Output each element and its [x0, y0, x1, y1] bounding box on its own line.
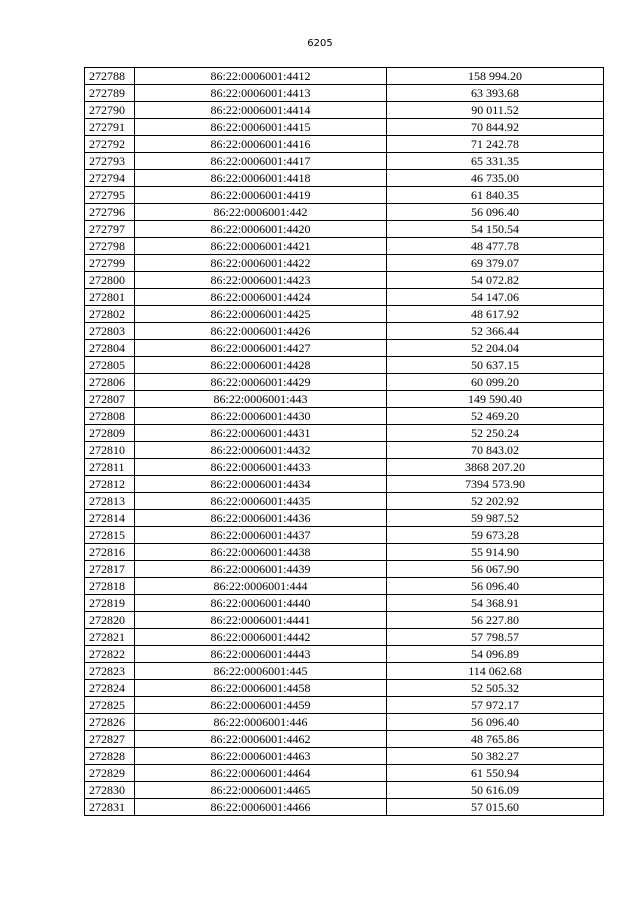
cadastral-number-cell: 86:22:0006001:4458 [135, 680, 387, 697]
cadastral-number-cell: 86:22:0006001:4431 [135, 425, 387, 442]
cadastral-number-cell: 86:22:0006001:4435 [135, 493, 387, 510]
value-cell: 57 972.17 [387, 697, 604, 714]
row-number-cell: 272803 [85, 323, 135, 340]
table-row [85, 459, 604, 476]
value-cell: 114 062.68 [387, 663, 604, 680]
cadastral-number-cell: 86:22:0006001:4419 [135, 187, 387, 204]
table-row [85, 374, 604, 391]
row-number-cell: 272801 [85, 289, 135, 306]
value-cell: 54 072.82 [387, 272, 604, 289]
row-number-cell: 272791 [85, 119, 135, 136]
table-row [85, 238, 604, 255]
table-row [85, 85, 604, 102]
row-number-cell: 272812 [85, 476, 135, 493]
row-number-cell: 272807 [85, 391, 135, 408]
value-cell: 3868 207.20 [387, 459, 604, 476]
row-number-cell: 272816 [85, 544, 135, 561]
cadastral-number-cell: 86:22:0006001:4441 [135, 612, 387, 629]
row-number-cell: 272804 [85, 340, 135, 357]
cadastral-number-cell: 86:22:0006001:4416 [135, 136, 387, 153]
value-cell: 46 735.00 [387, 170, 604, 187]
cadastral-number-cell: 86:22:0006001:4426 [135, 323, 387, 340]
table-row [85, 102, 604, 119]
value-cell: 57 015.60 [387, 799, 604, 816]
row-number-cell: 272800 [85, 272, 135, 289]
table-row [85, 221, 604, 238]
cadastral-number-cell: 86:22:0006001:4413 [135, 85, 387, 102]
table-row [85, 765, 604, 782]
value-cell: 48 765.86 [387, 731, 604, 748]
cadastral-number-cell: 86:22:0006001:4415 [135, 119, 387, 136]
row-number-cell: 272828 [85, 748, 135, 765]
row-number-cell: 272825 [85, 697, 135, 714]
table-row [85, 646, 604, 663]
value-cell: 48 477.78 [387, 238, 604, 255]
value-cell: 54 147.06 [387, 289, 604, 306]
cadastral-number-cell: 86:22:0006001:4423 [135, 272, 387, 289]
row-number-cell: 272821 [85, 629, 135, 646]
value-cell: 52 505.32 [387, 680, 604, 697]
table-row [85, 272, 604, 289]
row-number-cell: 272788 [85, 68, 135, 85]
cadastral-number-cell: 86:22:0006001:4417 [135, 153, 387, 170]
value-cell: 55 914.90 [387, 544, 604, 561]
table-row [85, 136, 604, 153]
value-cell: 54 150.54 [387, 221, 604, 238]
cadastral-number-cell: 86:22:0006001:4420 [135, 221, 387, 238]
cadastral-number-cell: 86:22:0006001:445 [135, 663, 387, 680]
cadastral-number-cell: 86:22:0006001:4443 [135, 646, 387, 663]
table-row [85, 527, 604, 544]
table-row [85, 799, 604, 816]
row-number-cell: 272822 [85, 646, 135, 663]
table-row [85, 255, 604, 272]
value-cell: 54 096.89 [387, 646, 604, 663]
cadastral-number-cell: 86:22:0006001:4418 [135, 170, 387, 187]
value-cell: 56 096.40 [387, 578, 604, 595]
cadastral-number-cell: 86:22:0006001:4428 [135, 357, 387, 374]
value-cell: 50 382.27 [387, 748, 604, 765]
value-cell: 54 368.91 [387, 595, 604, 612]
value-cell: 70 843.02 [387, 442, 604, 459]
value-cell: 52 469.20 [387, 408, 604, 425]
row-number-cell: 272806 [85, 374, 135, 391]
row-number-cell: 272817 [85, 561, 135, 578]
row-number-cell: 272795 [85, 187, 135, 204]
cadastral-number-cell: 86:22:0006001:4425 [135, 306, 387, 323]
page-number: 6205 [307, 38, 333, 49]
row-number-cell: 272809 [85, 425, 135, 442]
table-row [85, 408, 604, 425]
cadastral-number-cell: 86:22:0006001:4462 [135, 731, 387, 748]
cadastral-number-cell: 86:22:0006001:4464 [135, 765, 387, 782]
value-cell: 50 637.15 [387, 357, 604, 374]
row-number-cell: 272796 [85, 204, 135, 221]
table-row [85, 663, 604, 680]
table-row [85, 476, 604, 493]
value-cell: 158 994.20 [387, 68, 604, 85]
cadastral-number-cell: 86:22:0006001:4412 [135, 68, 387, 85]
table-row [85, 612, 604, 629]
cadastral-number-cell: 86:22:0006001:446 [135, 714, 387, 731]
value-cell: 52 250.24 [387, 425, 604, 442]
cadastral-number-cell: 86:22:0006001:4433 [135, 459, 387, 476]
value-cell: 149 590.40 [387, 391, 604, 408]
value-cell: 61 840.35 [387, 187, 604, 204]
row-number-cell: 272830 [85, 782, 135, 799]
row-number-cell: 272805 [85, 357, 135, 374]
value-cell: 60 099.20 [387, 374, 604, 391]
table-row [85, 340, 604, 357]
row-number-cell: 272824 [85, 680, 135, 697]
table-row [85, 782, 604, 799]
row-number-cell: 272789 [85, 85, 135, 102]
value-cell: 61 550.94 [387, 765, 604, 782]
table-row [85, 425, 604, 442]
row-number-cell: 272815 [85, 527, 135, 544]
value-cell: 56 067.90 [387, 561, 604, 578]
value-cell: 70 844.92 [387, 119, 604, 136]
cadastral-number-cell: 86:22:0006001:442 [135, 204, 387, 221]
value-cell: 56 096.40 [387, 204, 604, 221]
cadastral-number-cell: 86:22:0006001:443 [135, 391, 387, 408]
table-row [85, 697, 604, 714]
row-number-cell: 272827 [85, 731, 135, 748]
cadastral-number-cell: 86:22:0006001:4429 [135, 374, 387, 391]
value-cell: 63 393.68 [387, 85, 604, 102]
table-body [85, 68, 604, 816]
row-number-cell: 272811 [85, 459, 135, 476]
cadastral-number-cell: 86:22:0006001:4442 [135, 629, 387, 646]
row-number-cell: 272819 [85, 595, 135, 612]
table-row [85, 204, 604, 221]
table-row [85, 629, 604, 646]
row-number-cell: 272826 [85, 714, 135, 731]
value-cell: 48 617.92 [387, 306, 604, 323]
table-row [85, 561, 604, 578]
row-number-cell: 272794 [85, 170, 135, 187]
table-row [85, 578, 604, 595]
row-number-cell: 272810 [85, 442, 135, 459]
cadastral-number-cell: 86:22:0006001:4463 [135, 748, 387, 765]
cadastral-number-cell: 86:22:0006001:4434 [135, 476, 387, 493]
cadastral-number-cell: 86:22:0006001:4465 [135, 782, 387, 799]
table-row [85, 153, 604, 170]
row-number-cell: 272790 [85, 102, 135, 119]
value-cell: 57 798.57 [387, 629, 604, 646]
row-number-cell: 272831 [85, 799, 135, 816]
row-number-cell: 272797 [85, 221, 135, 238]
table-row [85, 680, 604, 697]
value-cell: 56 227.80 [387, 612, 604, 629]
table-row [85, 544, 604, 561]
value-cell: 56 096.40 [387, 714, 604, 731]
cadastral-number-cell: 86:22:0006001:444 [135, 578, 387, 595]
row-number-cell: 272814 [85, 510, 135, 527]
table-row [85, 289, 604, 306]
cadastral-number-cell: 86:22:0006001:4430 [135, 408, 387, 425]
cadastral-number-cell: 86:22:0006001:4427 [135, 340, 387, 357]
cadastral-number-cell: 86:22:0006001:4439 [135, 561, 387, 578]
table-row [85, 357, 604, 374]
cadastral-number-cell: 86:22:0006001:4459 [135, 697, 387, 714]
cadastral-number-cell: 86:22:0006001:4436 [135, 510, 387, 527]
cadastral-value-table [84, 67, 604, 816]
value-cell: 50 616.09 [387, 782, 604, 799]
cadastral-number-cell: 86:22:0006001:4422 [135, 255, 387, 272]
table-row [85, 731, 604, 748]
value-cell: 65 331.35 [387, 153, 604, 170]
value-cell: 71 242.78 [387, 136, 604, 153]
table-row [85, 595, 604, 612]
value-cell: 90 011.52 [387, 102, 604, 119]
row-number-cell: 272802 [85, 306, 135, 323]
cadastral-number-cell: 86:22:0006001:4414 [135, 102, 387, 119]
table-row [85, 323, 604, 340]
row-number-cell: 272793 [85, 153, 135, 170]
value-cell: 59 987.52 [387, 510, 604, 527]
table-row [85, 510, 604, 527]
value-cell: 69 379.07 [387, 255, 604, 272]
row-number-cell: 272813 [85, 493, 135, 510]
table-row [85, 493, 604, 510]
cadastral-number-cell: 86:22:0006001:4466 [135, 799, 387, 816]
cadastral-number-cell: 86:22:0006001:4440 [135, 595, 387, 612]
cadastral-number-cell: 86:22:0006001:4424 [135, 289, 387, 306]
cadastral-number-cell: 86:22:0006001:4438 [135, 544, 387, 561]
row-number-cell: 272799 [85, 255, 135, 272]
cadastral-number-cell: 86:22:0006001:4421 [135, 238, 387, 255]
value-cell: 52 202.92 [387, 493, 604, 510]
row-number-cell: 272792 [85, 136, 135, 153]
table-row [85, 119, 604, 136]
row-number-cell: 272823 [85, 663, 135, 680]
row-number-cell: 272820 [85, 612, 135, 629]
table-row [85, 748, 604, 765]
value-cell: 52 366.44 [387, 323, 604, 340]
row-number-cell: 272818 [85, 578, 135, 595]
cadastral-number-cell: 86:22:0006001:4437 [135, 527, 387, 544]
table-row [85, 714, 604, 731]
cadastral-number-cell: 86:22:0006001:4432 [135, 442, 387, 459]
row-number-cell: 272808 [85, 408, 135, 425]
value-cell: 7394 573.90 [387, 476, 604, 493]
row-number-cell: 272829 [85, 765, 135, 782]
table-row [85, 187, 604, 204]
table-row [85, 391, 604, 408]
table-row [85, 170, 604, 187]
row-number-cell: 272798 [85, 238, 135, 255]
value-cell: 52 204.04 [387, 340, 604, 357]
table-row [85, 68, 604, 85]
table-row [85, 442, 604, 459]
table-row [85, 306, 604, 323]
value-cell: 59 673.28 [387, 527, 604, 544]
